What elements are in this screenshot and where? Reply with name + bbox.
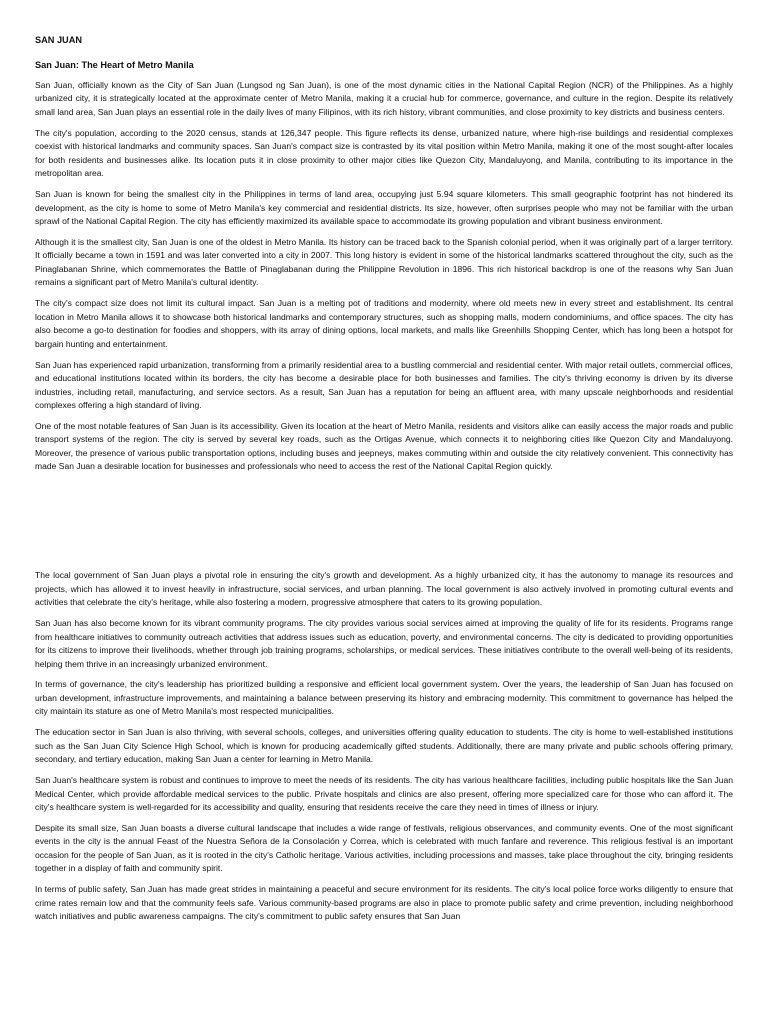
paragraph: The city's compact size does not limit its cultural impact. San Juan is a melting pot of traditions and modernity, where old meets new in every street and establishment. Its central location in Metro Manila allows it to showcase both historical landmarks and contemporary structures, such as shopping malls, modern condominiums, and office spaces. The city has also become a go-to destination for foodies and shoppers, with its array of dining options, local markets, and malls like Greenhills Shopping Center, which has long been a hotspot for bargain hunting and entertainment.: [35, 298, 733, 349]
page-break-gap: [35, 481, 733, 569]
paragraph: San Juan has also become known for its vibrant community programs. The city provides various social services aimed at improving the quality of life for its residents. Programs range from healthcare initiatives to community outreach activities that address issues such as education, poverty, and environmental concerns. The city is dedicated to providing opportunities for its citizens to improve their livelihoods, whether through job training programs, scholarships, or medical services. These initiatives contribute to the overall well-being of its residents, helping them thrive in an increasingly urbanized environment.: [35, 618, 733, 669]
paragraph: San Juan has experienced rapid urbanization, transforming from a primarily residential area to a bustling commercial and residential center. With major retail outlets, commercial offices, and educational institutions located within its borders, the city has become a desirable place for both businesses and families. The city's thriving economy is driven by its diverse industries, including retail, manufacturing, and service sectors. As a result, San Juan has a reputation for being an affluent area, with many upscale neighborhoods and residential complexes offering a high standard of living.: [35, 359, 733, 411]
paragraph: San Juan is known for being the smallest city in the Philippines in terms of land area, occupying just 5.94 square kilometers. This small geographic footprint has not hindered its development, as the city is home to some of Metro Manila's key commercial and residential districts. Its size, however, often surprises people who may not be familiar with the urban sprawl of the National Capital Region. The city has efficiently maximized its available space to accommodate its growing population and vibrant business environment.: [35, 189, 733, 227]
paragraph: Although it is the smallest city, San Juan is one of the oldest in Metro Manila. Its history can be traced back to the Spanish colonial period, when it was originally part of a larger territory. It officially became a town in 1591 and was later converted into a city in 2007. This long history is evident in some of the historical landmarks scattered throughout the city, such as the Pinaglabanan Shrine, which commemorates the Battle of Pinaglabanan during the Philippine Revolution in 1896. This rich historical backdrop is one of the reasons why San Juan remains a significant part of Metro Manila's cultural identity.: [35, 237, 733, 288]
paragraph: Despite its small size, San Juan boasts a diverse cultural landscape that includes a wide range of festivals, religious observances, and community events. One of the most significant events in the city is the annual Feast of the Nuestra Señora de la Consolación y Correa, which is celebrated with much fanfare and reverence. This religious festival is an important occasion for the people of San Juan, as it is rooted in the city's Catholic heritage. Various activities, including processions and masses, take place throughout the city, bringing residents together in a display of faith and community spirit.: [35, 823, 733, 874]
section-one: [35, 79, 733, 474]
paragraph: One of the most notable features of San Juan is its accessibility. Given its location at the heart of Metro Manila, residents and visitors alike can easily access the major roads and public transport systems of the region. The city is served by several key roads, such as the Ortigas Avenue, which connects it to neighboring cities like Quezon City and Mandaluyong. Moreover, the presence of various public transportation options, including buses and jeepneys, makes commuting within and outside the city relatively convenient. This connectivity has made San Juan a desirable location for businesses and professionals who need to access the rest of the National Capital Region quickly.: [35, 420, 733, 472]
paragraph: The city's population, according to the 2020 census, stands at 126,347 people. This figure reflects its dense, urbanized nature, where high-rise buildings and residential complexes coexist with historical landmarks and community spaces. San Juan's compact size is contrasted by its vital position within Metro Manila, making it one of the most sought-after locales for both residents and businesses alike. Its location puts it in close proximity to other major cities like Quezon City, Mandaluyong, and Manila, contributing to its importance in the metropolitan area.: [35, 127, 733, 179]
document-page: [35, 34, 733, 931]
section-two: [35, 569, 733, 923]
paragraph: San Juan's healthcare system is robust and continues to improve to meet the needs of its residents. The city has various healthcare facilities, including public hospitals like the San Juan Medical Center, which provide affordable medical services to the public. Private hospitals and clinics are also present, offering more specialized care for those who can afford it. The city's healthcare system is well-regarded for its accessibility and quality, ensuring that residents receive the care they need in times of illness or injury.: [35, 775, 733, 813]
paragraph: In terms of governance, the city's leadership has prioritized building a responsive and efficient local government system. Over the years, the leadership of San Juan has focused on urban development, infrastructure improvements, and maintaining a balance between preserving its history and embracing modernity. This commitment to governance has helped the city maintain its stature as one of Metro Manila's most respected municipalities.: [35, 679, 733, 717]
paragraph: In terms of public safety, San Juan has made great strides in maintaining a peaceful and secure environment for its residents. The city's local police force works diligently to ensure that crime rates remain low and that the community feels safe. Various community-based programs are also in place to promote public safety and crime prevention, including neighborhood watch initiatives and public awareness campaigns. The city's commitment to public safety ensures that San Juan: [35, 884, 733, 922]
paragraph: The education sector in San Juan is also thriving, with several schools, colleges, and universities offering quality education to students. The city is home to well-established institutions such as the San Juan City Science High School, which is known for producing academically gifted students. Additionally, there are many private and public schools offering primary, secondary, and tertiary education, making San Juan a center for learning in Metro Manila.: [35, 727, 733, 765]
paragraph: The local government of San Juan plays a pivotal role in ensuring the city's growth and development. As a highly urbanized city, it has the autonomy to manage its resources and projects, which has allowed it to invest heavily in infrastructure, social services, and urban planning. The local government is also actively involved in promoting cultural events and activities that celebrate the city's heritage, while also fostering a modern, progressive atmosphere that caters to its growing population.: [35, 570, 733, 608]
paragraph: San Juan, officially known as the City of San Juan (Lungsod ng San Juan), is one of the most dynamic cities in the National Capital Region (NCR) of the Philippines. As a highly urbanized city, it is strategically located at the approximate center of Metro Manila, making it a crucial hub for commerce, governance, and culture in the region. Despite its relatively small land area, San Juan plays an essential role in the daily lives of many Filipinos, with its rich history, vibrant communities, and close proximity to key districts and business centers.: [35, 80, 733, 117]
document-subtitle: San Juan: The Heart of Metro Manila: [35, 60, 194, 70]
document-title: SAN JUAN: [35, 35, 82, 45]
